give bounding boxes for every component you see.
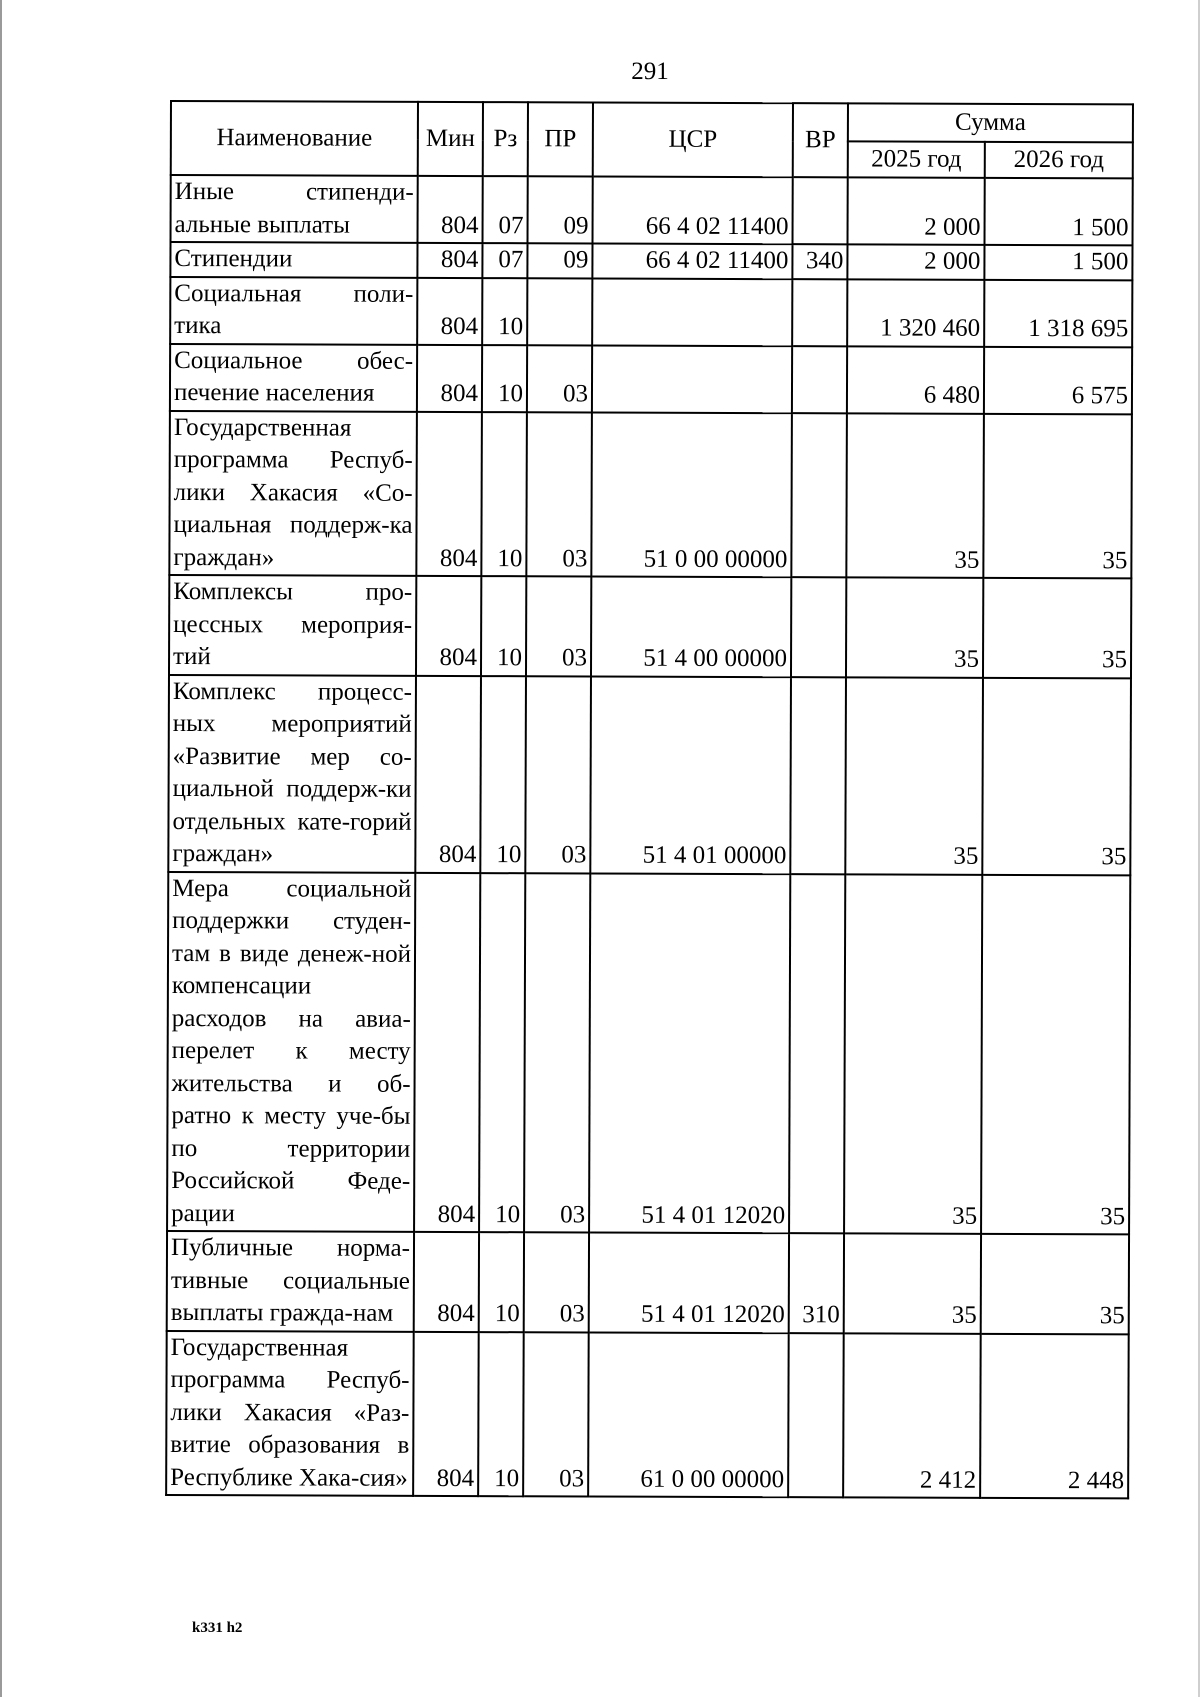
row-sum-2026: 35 bbox=[983, 578, 1131, 678]
header-year-2026: 2026 год bbox=[985, 142, 1133, 179]
row-min: 804 bbox=[415, 675, 481, 872]
row-sum-2026: 1 318 695 bbox=[984, 279, 1132, 347]
row-vr bbox=[792, 346, 847, 413]
row-rz: 07 bbox=[482, 243, 527, 278]
row-sum-2026: 35 bbox=[982, 677, 1131, 875]
row-pr: 03 bbox=[526, 412, 592, 577]
row-rz: 10 bbox=[479, 1232, 524, 1332]
row-sum-2026: 35 bbox=[983, 413, 1132, 578]
row-pr: 09 bbox=[527, 243, 592, 278]
document-code: k331 h2 bbox=[192, 1620, 243, 1636]
row-vr bbox=[793, 177, 848, 244]
table-body bbox=[166, 175, 1133, 1498]
row-sum-2026: 1 500 bbox=[984, 245, 1132, 280]
table-row bbox=[170, 277, 1132, 347]
row-sum-2025: 35 bbox=[844, 874, 982, 1234]
row-csr: 51 4 00 00000 bbox=[591, 576, 791, 676]
header-sum: Сумма bbox=[848, 103, 1133, 142]
row-min: 804 bbox=[417, 243, 482, 278]
row-vr bbox=[792, 279, 847, 346]
row-min: 804 bbox=[418, 176, 483, 243]
header-vr: ВР bbox=[793, 103, 848, 177]
row-pr: 03 bbox=[525, 676, 591, 873]
row-name: Стипендии bbox=[170, 242, 417, 277]
row-min: 804 bbox=[413, 1331, 479, 1496]
row-csr bbox=[592, 278, 792, 346]
row-sum-2025: 2 412 bbox=[843, 1333, 981, 1498]
row-pr: 03 bbox=[527, 345, 592, 412]
table-row bbox=[169, 575, 1131, 678]
budget-table bbox=[165, 100, 1134, 1499]
row-rz: 10 bbox=[481, 412, 527, 577]
table-row bbox=[167, 871, 1130, 1234]
header-year-2025: 2025 год bbox=[848, 141, 985, 177]
header-name: Наименование bbox=[171, 101, 418, 176]
row-csr: 51 0 00 00000 bbox=[591, 412, 792, 577]
table-row bbox=[168, 675, 1131, 875]
row-rz: 10 bbox=[479, 873, 525, 1233]
row-pr bbox=[527, 278, 592, 345]
row-sum-2025: 1 320 460 bbox=[847, 279, 984, 346]
row-name: Государственная программа Респуб-лики Хакасия «Со-циальная поддерж-ка граждан» bbox=[169, 411, 417, 576]
row-csr: 51 4 01 12020 bbox=[589, 873, 790, 1233]
table-row bbox=[169, 411, 1132, 579]
row-vr bbox=[791, 413, 847, 578]
row-vr: 340 bbox=[792, 244, 847, 279]
table-row bbox=[167, 1231, 1129, 1334]
row-name: Социальная поли-тика bbox=[170, 277, 417, 345]
row-name: Комплекс процесс-ных мероприятий «Развитие мер со-циальной поддерж-ки отдельных кате-горий граждан» bbox=[168, 675, 416, 873]
row-vr bbox=[788, 1333, 844, 1498]
row-csr: 51 4 01 00000 bbox=[590, 676, 791, 874]
row-min: 804 bbox=[416, 411, 482, 576]
row-rz: 10 bbox=[482, 345, 527, 412]
row-csr bbox=[592, 345, 792, 413]
row-name: Государственная программа Респуб-лики Хакасия «Раз-витие образования в Республике Хака-сия» bbox=[166, 1330, 414, 1495]
row-rz: 10 bbox=[481, 576, 526, 676]
row-name: Комплексы про-цессных мероприя-тий bbox=[169, 575, 416, 675]
row-min: 804 bbox=[414, 872, 480, 1232]
table-row bbox=[166, 1330, 1129, 1498]
row-rz: 10 bbox=[478, 1332, 524, 1497]
row-vr bbox=[789, 874, 845, 1234]
row-rz: 10 bbox=[482, 278, 527, 345]
row-pr: 03 bbox=[526, 576, 591, 676]
row-csr: 66 4 02 11400 bbox=[592, 243, 792, 278]
table-row bbox=[171, 175, 1133, 245]
header-pr: ПР bbox=[528, 102, 593, 176]
row-name: Мера социальной поддержки студен-там в виде денеж-ной компенсации расходов на авиа-перелет к месту жительства и об-ратно к месту уче-бы по территории Российской Феде-рации bbox=[167, 871, 415, 1231]
row-sum-2025: 35 bbox=[844, 1233, 981, 1333]
row-sum-2025: 6 480 bbox=[847, 346, 984, 413]
header-csr: ЦСР bbox=[593, 102, 793, 177]
row-min: 804 bbox=[417, 277, 482, 344]
row-vr: 310 bbox=[789, 1233, 844, 1333]
row-name: Публичные норма-тивные социальные выплаты гражда-нам bbox=[167, 1231, 414, 1331]
row-sum-2025: 35 bbox=[846, 577, 983, 677]
row-sum-2026: 35 bbox=[981, 874, 1130, 1234]
row-sum-2025: 35 bbox=[845, 677, 983, 874]
table-row bbox=[170, 242, 1132, 280]
page-number: 291 bbox=[631, 58, 669, 85]
row-name: Социальное обес-печение населения bbox=[170, 344, 417, 412]
table-row bbox=[170, 344, 1132, 414]
row-pr: 03 bbox=[523, 1332, 589, 1497]
row-sum-2026: 1 500 bbox=[984, 178, 1132, 246]
row-vr bbox=[790, 677, 846, 874]
row-pr: 09 bbox=[528, 176, 593, 243]
header-rz: Рз bbox=[483, 102, 528, 176]
row-pr: 03 bbox=[524, 1232, 589, 1332]
row-sum-2026: 35 bbox=[981, 1234, 1129, 1334]
row-sum-2026: 2 448 bbox=[980, 1333, 1129, 1498]
row-sum-2026: 6 575 bbox=[984, 346, 1132, 414]
row-min: 804 bbox=[414, 1232, 479, 1332]
row-csr: 66 4 02 11400 bbox=[593, 176, 793, 244]
row-rz: 10 bbox=[480, 676, 526, 873]
row-sum-2025: 2 000 bbox=[848, 177, 985, 244]
row-name: Иные стипенди-альные выплаты bbox=[171, 175, 418, 243]
row-csr: 61 0 00 00000 bbox=[588, 1332, 789, 1497]
row-sum-2025: 35 bbox=[846, 413, 984, 578]
header-min: Мин bbox=[418, 102, 483, 176]
row-sum-2025: 2 000 bbox=[847, 244, 984, 279]
row-min: 804 bbox=[417, 344, 482, 411]
row-min: 804 bbox=[416, 576, 481, 676]
row-csr: 51 4 01 12020 bbox=[589, 1232, 789, 1332]
row-rz: 07 bbox=[483, 176, 528, 243]
row-vr bbox=[791, 577, 846, 677]
row-pr: 03 bbox=[524, 873, 590, 1233]
